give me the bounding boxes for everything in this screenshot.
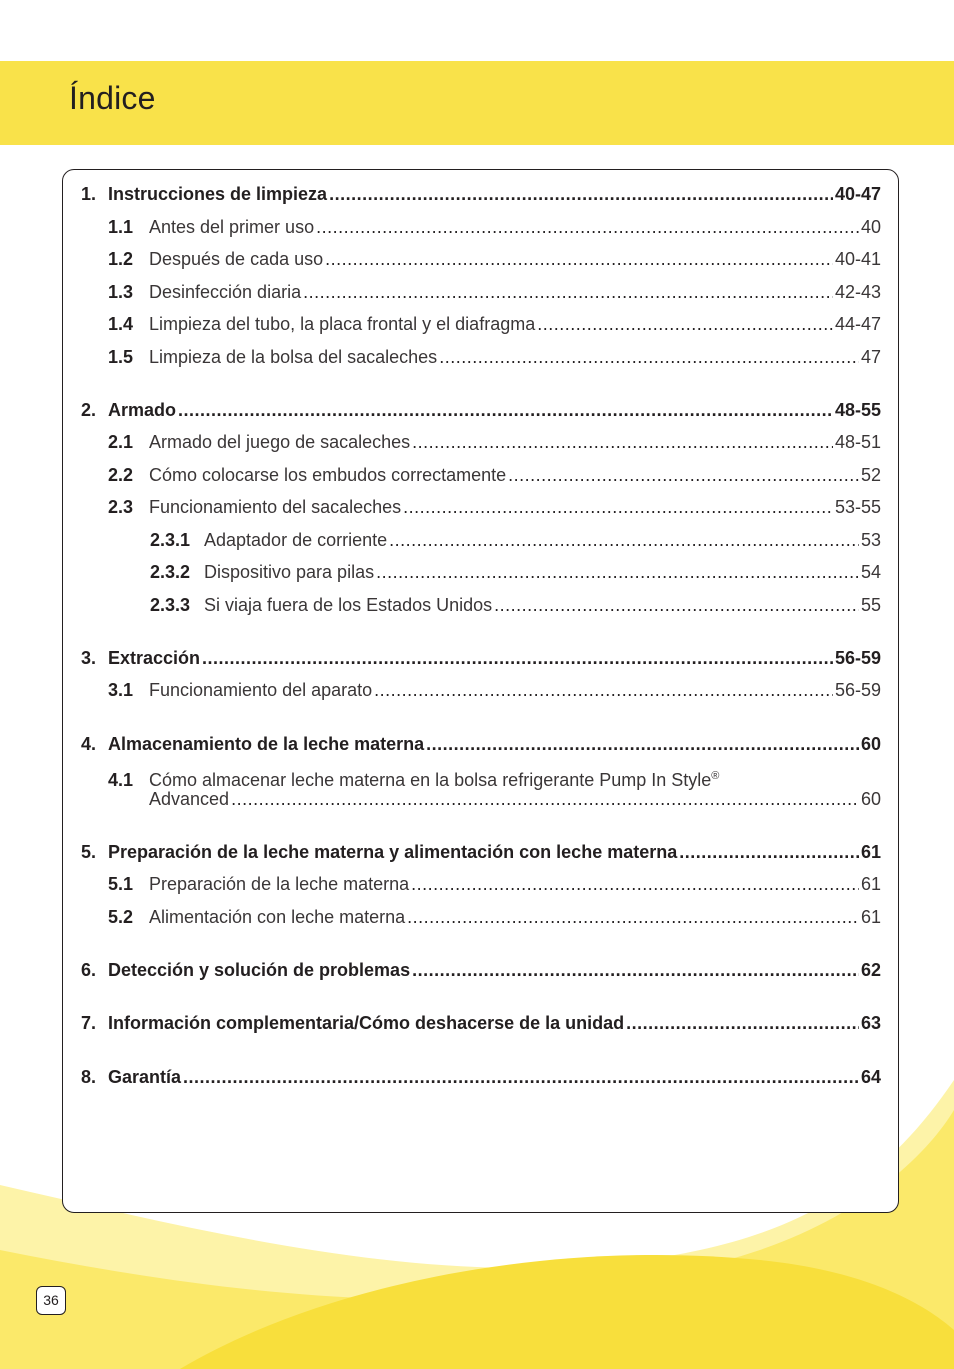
toc-label: Información complementaria/Cómo deshacerse de la unidad bbox=[108, 1013, 625, 1033]
toc-page: 40 bbox=[860, 217, 881, 237]
toc-number: 2.3.3 bbox=[150, 595, 191, 615]
toc-number: 1. bbox=[81, 184, 97, 204]
toc-entry[interactable] bbox=[108, 496, 881, 518]
toc-number: 5.1 bbox=[108, 874, 134, 894]
dot-leader bbox=[178, 399, 833, 421]
dot-leader bbox=[231, 788, 859, 810]
toc-page: 47 bbox=[860, 347, 881, 367]
toc-label: Dispositivo para pilas bbox=[204, 562, 375, 582]
dot-leader bbox=[626, 1012, 859, 1034]
toc-label: Preparación de la leche materna y alimentación con leche materna bbox=[108, 842, 678, 862]
toc-page: 60 bbox=[860, 734, 881, 754]
toc-label: Armado bbox=[108, 400, 177, 420]
dot-leader bbox=[439, 346, 859, 368]
dot-leader bbox=[537, 313, 833, 335]
toc-label: Extracción bbox=[108, 648, 201, 668]
toc-page: 64 bbox=[860, 1067, 881, 1087]
toc-page: 44-47 bbox=[834, 314, 881, 334]
toc-number: 7. bbox=[81, 1013, 97, 1033]
toc-entry[interactable] bbox=[108, 906, 881, 928]
dot-leader bbox=[303, 281, 833, 303]
toc-entry[interactable] bbox=[81, 1066, 881, 1088]
toc-label: Armado del juego de sacaleches bbox=[149, 432, 411, 452]
toc-entry[interactable] bbox=[108, 679, 881, 701]
dot-leader bbox=[316, 216, 859, 238]
toc-number: 2.3.2 bbox=[150, 562, 191, 582]
toc-page: 56-59 bbox=[834, 648, 881, 668]
toc-entry[interactable] bbox=[108, 248, 881, 270]
toc-label: Limpieza del tubo, la placa frontal y el diafragma bbox=[149, 314, 536, 334]
toc-number: 2. bbox=[81, 400, 97, 420]
dot-leader bbox=[376, 561, 859, 583]
toc-number: 2.2 bbox=[108, 465, 134, 485]
toc-label: Funcionamiento del sacaleches bbox=[149, 497, 402, 517]
toc-entry[interactable] bbox=[108, 873, 881, 895]
toc-entry[interactable] bbox=[150, 561, 881, 583]
toc-page: 52 bbox=[860, 465, 881, 485]
toc-label: Cómo almacenar leche materna en la bolsa refrigerante Pump In Style bbox=[149, 770, 712, 790]
page-number: 36 bbox=[36, 1286, 66, 1315]
toc-page: 48-51 bbox=[834, 432, 881, 452]
toc-page: 55 bbox=[860, 595, 881, 615]
toc-number: 1.5 bbox=[108, 347, 134, 367]
toc-number: 4.1 bbox=[108, 770, 134, 790]
dot-leader bbox=[325, 248, 833, 270]
toc-entry[interactable] bbox=[150, 529, 881, 551]
toc-page: 60 bbox=[860, 789, 881, 809]
dot-leader bbox=[508, 464, 859, 486]
toc-number: 2.1 bbox=[108, 432, 134, 452]
registered-mark: ® bbox=[711, 770, 720, 782]
dot-leader bbox=[202, 647, 833, 669]
toc-page: 61 bbox=[860, 907, 881, 927]
toc-label: Instrucciones de limpieza bbox=[108, 184, 328, 204]
toc-page: 40-47 bbox=[834, 184, 881, 204]
toc-label: Limpieza de la bolsa del sacaleches bbox=[149, 347, 438, 367]
toc-label: Detección y solución de problemas bbox=[108, 960, 411, 980]
toc-number: 3.1 bbox=[108, 680, 134, 700]
toc-page: 54 bbox=[860, 562, 881, 582]
toc-label: Desinfección diaria bbox=[149, 282, 302, 302]
toc-page: 53 bbox=[860, 530, 881, 550]
dot-leader bbox=[412, 959, 859, 981]
dot-leader bbox=[407, 906, 859, 928]
toc-label: Cómo colocarse los embudos correctamente bbox=[149, 465, 507, 485]
toc-page: 61 bbox=[860, 874, 881, 894]
toc-page: 48-55 bbox=[834, 400, 881, 420]
toc-number: 2.3 bbox=[108, 497, 134, 517]
dot-leader bbox=[412, 431, 833, 453]
toc-page: 56-59 bbox=[834, 680, 881, 700]
toc-number: 5. bbox=[81, 842, 97, 862]
toc-page: 61 bbox=[860, 842, 881, 862]
toc-entry[interactable] bbox=[108, 313, 881, 335]
toc-page: 40-41 bbox=[834, 249, 881, 269]
toc-entry-continuation[interactable] bbox=[108, 788, 881, 810]
toc-entry[interactable] bbox=[81, 647, 881, 669]
toc-entry[interactable] bbox=[108, 431, 881, 453]
dot-leader bbox=[426, 733, 859, 755]
dot-leader bbox=[183, 1066, 859, 1088]
toc-entry[interactable] bbox=[81, 841, 881, 863]
dot-leader bbox=[679, 841, 859, 863]
toc-number: 6. bbox=[81, 960, 97, 980]
toc-entry[interactable] bbox=[108, 216, 881, 238]
toc-entry[interactable] bbox=[81, 399, 881, 421]
page-title: Índice bbox=[69, 80, 156, 116]
toc-number: 1.1 bbox=[108, 217, 134, 237]
toc-number: 1.2 bbox=[108, 249, 134, 269]
toc-page: 63 bbox=[860, 1013, 881, 1033]
toc-number: 2.3.1 bbox=[150, 530, 191, 550]
toc-page: 42-43 bbox=[834, 282, 881, 302]
toc-label: Funcionamiento del aparato bbox=[149, 680, 373, 700]
toc-label: Adaptador de corriente bbox=[204, 530, 388, 550]
toc-entry[interactable] bbox=[81, 1012, 881, 1034]
dot-leader bbox=[329, 183, 833, 205]
toc-label: Antes del primer uso bbox=[149, 217, 315, 237]
dot-leader bbox=[374, 679, 833, 701]
toc-entry[interactable] bbox=[81, 959, 881, 981]
toc-number: 3. bbox=[81, 648, 97, 668]
toc-label: Después de cada uso bbox=[149, 249, 324, 269]
toc-number: 4. bbox=[81, 734, 97, 754]
toc-entry[interactable] bbox=[150, 594, 881, 616]
toc-entry[interactable] bbox=[81, 733, 881, 755]
toc-number: 5.2 bbox=[108, 907, 134, 927]
dot-leader bbox=[389, 529, 859, 551]
toc-label: Alimentación con leche materna bbox=[149, 907, 406, 927]
toc-label: Almacenamiento de la leche materna bbox=[108, 734, 425, 754]
toc-page: 62 bbox=[860, 960, 881, 980]
dot-leader bbox=[411, 873, 859, 895]
dot-leader bbox=[494, 594, 859, 616]
toc-number: 1.3 bbox=[108, 282, 134, 302]
toc-label: Garantía bbox=[108, 1067, 182, 1087]
toc-number: 1.4 bbox=[108, 314, 134, 334]
toc-label: Advanced bbox=[149, 789, 230, 809]
toc-label: Preparación de la leche materna bbox=[149, 874, 410, 894]
toc-number: 8. bbox=[81, 1067, 97, 1087]
toc-entry[interactable] bbox=[108, 464, 881, 486]
dot-leader bbox=[403, 496, 833, 518]
toc-label: Si viaja fuera de los Estados Unidos bbox=[204, 595, 493, 615]
toc-entry[interactable] bbox=[81, 183, 881, 205]
toc-entry[interactable] bbox=[108, 346, 881, 368]
toc-entry[interactable] bbox=[108, 281, 881, 303]
toc-page: 53-55 bbox=[834, 497, 881, 517]
